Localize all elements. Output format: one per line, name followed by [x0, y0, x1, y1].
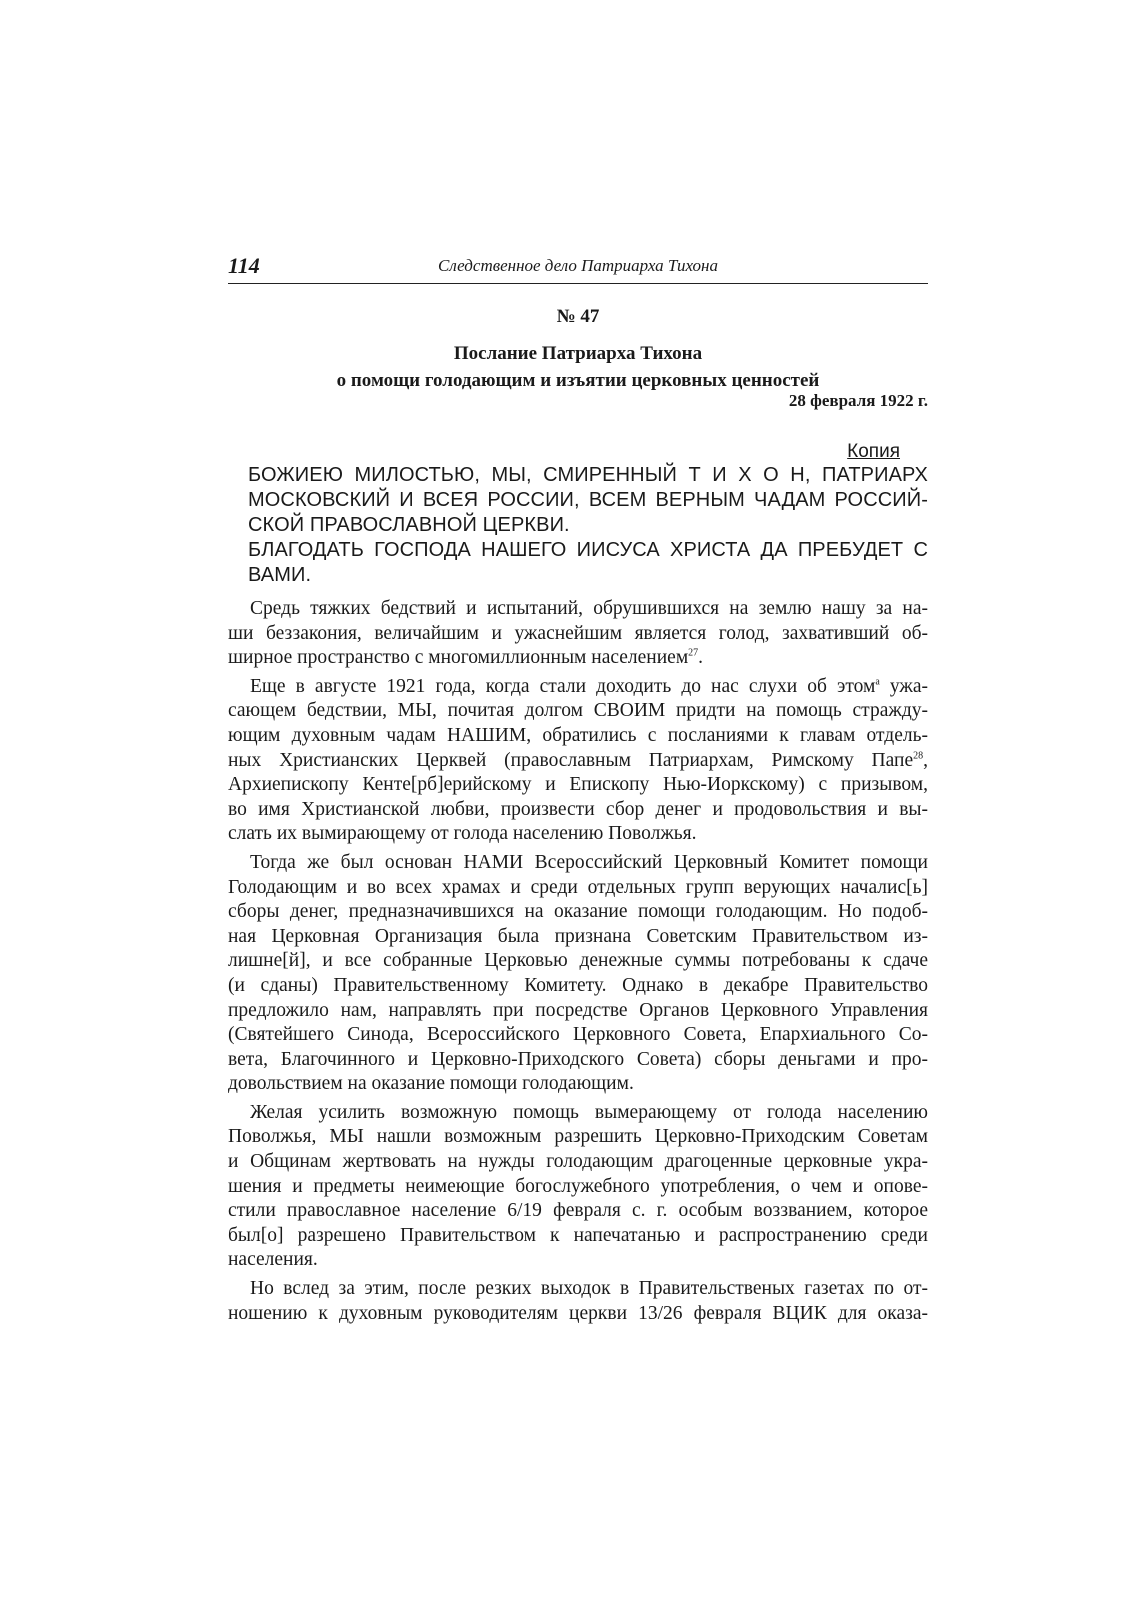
text-line: слать их вымирающему от голода населению Поволжья. — [228, 823, 697, 845]
text-line: предложило нам, направлять при посредстве Органов Церковного Управления — [228, 999, 928, 1021]
body-paragraph — [228, 597, 928, 671]
footnote-ref: 28 — [913, 750, 924, 762]
running-header — [228, 253, 928, 284]
document-number: № 47 — [556, 306, 600, 327]
text-line: СКОЙ ПРАВОСЛАВНОЙ ЦЕРКВИ. — [248, 514, 570, 536]
body-paragraph — [228, 1277, 928, 1326]
text-line: лишне[й], и все собранные Церковью денежные суммы потребованы к сдаче — [228, 950, 928, 972]
text-line: сборы денег, предназначившихся на оказание помощи голодающим. Но подоб- — [228, 901, 928, 923]
body-paragraph — [228, 1101, 928, 1273]
document-title — [228, 340, 928, 394]
text-line: во имя Христианской любви, произвести сбор денег и продовольствия и вы- — [228, 798, 928, 820]
text-line: стили православное население 6/19 февраля с. г. особым воззванием, которое — [228, 1200, 928, 1222]
body-paragraph — [228, 675, 928, 847]
text-line: Поволжья, МЫ нашли возможным разрешить Церковно-Приходским Советам — [228, 1126, 928, 1148]
text-line: ши беззакония, величайшим и ужаснейшим является голод, захвативший об- — [228, 622, 928, 644]
copy-label: Копия — [847, 441, 900, 462]
page-number: 114 — [228, 253, 260, 278]
text-line: вета, Благочинного и Церковно-Приходского Совета) сборы деньгами и про- — [228, 1048, 928, 1070]
text-line: шения и предметы неимеющие богослужебного употребления, о чем и опове- — [228, 1175, 928, 1197]
text-line: населения. — [228, 1249, 318, 1271]
document-title-line: Послание Патриарха Тихона — [453, 343, 703, 364]
body-paragraph — [228, 851, 928, 1097]
text-line: Желая усилить возможную помощь вымерающему от голода населению — [250, 1101, 928, 1123]
text-line: сающем бедствии, МЫ, почитая долгом СВОИМ придти на помощь стражду- — [228, 700, 928, 722]
text-line: ВАМИ. — [248, 564, 312, 586]
document-title-line: о помощи голодающим и изъятии церковных ценностей — [336, 370, 820, 391]
footnote-ref: 27 — [688, 647, 699, 659]
text-line: ношению к духовным руководителям церкви 13/26 февраля ВЦИК для оказа- — [228, 1302, 928, 1324]
running-title: Следственное дело Патриарха Тихона — [438, 256, 718, 275]
text-line: и Общинам жертвовать на нужды голодающим драгоценные церковные укра- — [228, 1151, 928, 1173]
text-line: довольствием на оказание помощи голодающим. — [228, 1073, 634, 1095]
document-page — [228, 0, 928, 1622]
text-line: Еще в августе 1921 года, когда стали доходить до нас слухи об этом$^а$ ужа- — [250, 675, 928, 697]
text-line: был[о] разрешено Правительством к напечатанью и распространению среди — [228, 1224, 928, 1246]
salutation-paragraph — [228, 463, 928, 538]
text-line: Тогда же был основан НАМИ Всероссийский Церковный Комитет помощи — [250, 851, 928, 873]
text-line: ющим духовным чадам НАШИМ, обратились с посланиями к главам отдель- — [228, 724, 928, 746]
text-line: БЛАГОДАТЬ ГОСПОДА НАШЕГО ИИСУСА ХРИСТА ДА ПРЕБУДЕТ С — [248, 539, 928, 561]
text-line: ных Христианских Церквей (православным Патриархам, Римскому Папе$^{28}$, — [228, 749, 928, 771]
text-line: БОЖИЕЮ МИЛОСТЬЮ, МЫ, СМИРЕННЫЙ Т И Х О Н, ПАТРИАРХ — [248, 464, 928, 486]
text-line: МОСКОВСКИЙ И ВСЕЯ РОССИИ, ВСЕМ ВЕРНЫМ ЧАДАМ РОССИЙ- — [248, 489, 928, 511]
text-line: Голодающим и во всех храмах и среди отдельных групп верующих началис[ь] — [228, 876, 928, 898]
salutation — [228, 463, 928, 588]
document-date: 28 февраля 1922 г. — [788, 391, 928, 410]
footnote-ref: а — [875, 676, 880, 688]
text-line: Средь тяжких бедствий и испытаний, обрушившихся на землю нашу за на- — [250, 598, 928, 619]
body-text — [228, 597, 928, 1330]
text-line: ная Церковная Организация была признана Советским Правительством из- — [228, 925, 928, 947]
text-line: Архиепископу Кенте[рб]ерийскому и Епископу Нью-Иоркскому) с призывом, — [228, 774, 928, 796]
text-line: ширное пространство с многомиллионным населением$^{27}$. — [228, 647, 704, 669]
text-line: (Святейшего Синода, Всероссийского Церковного Совета, Епархиального Со- — [228, 1024, 928, 1046]
text-line: Но вслед за этим, после резких выходок в Правительственых газетах по от- — [250, 1278, 928, 1300]
text-line: (и сданы) Правительственному Комитету. Однако в декабре Правительство — [228, 974, 928, 996]
salutation-paragraph — [228, 538, 928, 588]
